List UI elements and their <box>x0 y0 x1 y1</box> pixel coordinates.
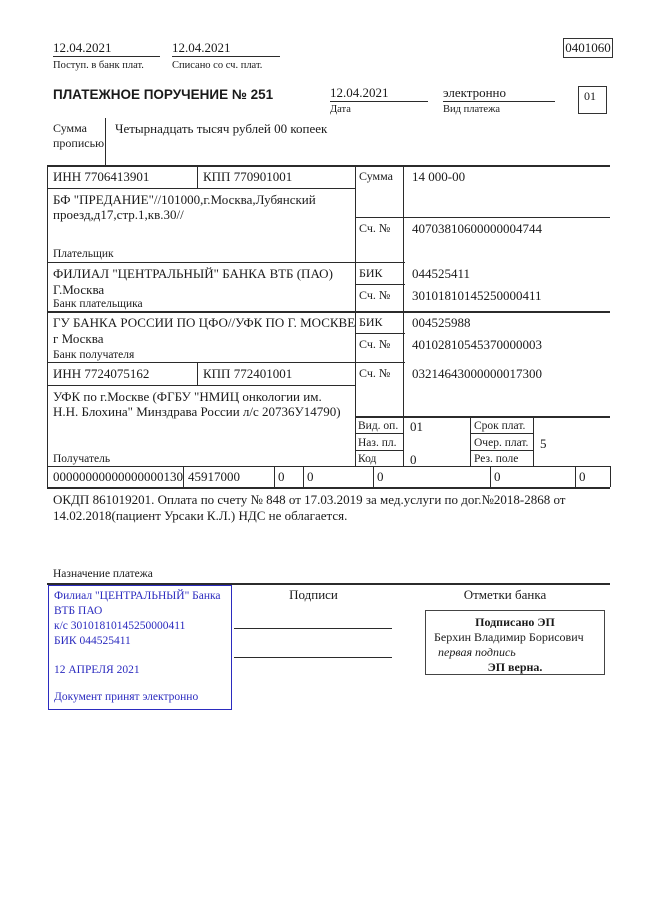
sum-row-border <box>355 217 610 218</box>
codes-divider-3 <box>303 466 304 487</box>
codes-row-top-border <box>47 466 610 467</box>
received-in-bank-label: Поступ. в банк плат. <box>53 60 144 71</box>
budget-code-7: 0 <box>579 469 586 484</box>
payer-bank-bik-label: БИК <box>359 266 383 280</box>
minitable-row1-border-left <box>355 433 403 434</box>
minitable-row2-border-left <box>355 450 403 451</box>
receiver-bank-section-label: Банк получателя <box>53 349 135 361</box>
stamp-bank-name-line1: Филиал "ЦЕНТРАЛЬНЫЙ" Банка <box>54 590 221 602</box>
signature-line-2 <box>234 657 392 658</box>
received-date-underline <box>53 56 160 57</box>
kod-value: 0 <box>410 452 417 467</box>
budget-code-oktmo: 45917000 <box>188 469 240 484</box>
electronic-signature-box <box>425 610 605 675</box>
payer-bank-bik-value: 044525411 <box>412 266 471 281</box>
signer-name: Берхин Владимир Борисович <box>434 630 584 644</box>
stamp-corr-account: к/с 30101810145250000411 <box>54 620 186 632</box>
receiver-bank-bik-label: БИК <box>359 315 383 329</box>
ocher-plat-label: Очер. плат. <box>474 437 529 449</box>
minitable-col-divider-1 <box>470 416 471 467</box>
stamp-date: 12 АПРЕЛЯ 2021 <box>54 664 140 676</box>
signatures-heading: Подписи <box>289 587 338 602</box>
codes-right-border <box>610 466 611 487</box>
bank-stamp <box>48 585 232 710</box>
date-underline <box>330 101 428 102</box>
payer-kpp: КПП 770901001 <box>203 169 293 184</box>
codes-divider-1 <box>183 466 184 487</box>
payer-innkpp-border <box>47 188 355 189</box>
signature-line-1 <box>234 628 392 629</box>
sum-label: Сумма <box>359 169 393 183</box>
budget-code-6: 0 <box>494 469 501 484</box>
minitable-row2-border-right <box>470 450 533 451</box>
receiver-bank-account-value: 40102810545370000003 <box>412 337 542 352</box>
receiverbank-bottom-border <box>47 362 405 363</box>
payer-bank-account-value: 30101810145250000411 <box>412 288 542 303</box>
receiver-kpp: КПП 772401001 <box>203 366 293 381</box>
payer-section-label: Плательщик <box>53 248 114 260</box>
payer-bank-account-label: Сч. № <box>359 288 391 302</box>
table-top-border <box>47 165 610 167</box>
budget-code-5: 0 <box>377 469 384 484</box>
receiver-innkpp-border <box>47 385 355 386</box>
codes-divider-4 <box>373 466 374 487</box>
vid-op-label: Вид. оп. <box>358 420 399 432</box>
payer-bank-section-label: Банк плательщика <box>53 298 143 310</box>
kod-label: Код <box>358 453 377 465</box>
stamp-bik: БИК 044525411 <box>54 635 131 647</box>
payer-bank-name: ФИЛИАЛ "ЦЕНТРАЛЬНЫЙ" БАНКА ВТБ (ПАО) <box>53 266 333 281</box>
payerbank-bottom-border <box>47 311 610 313</box>
signed-ep-title: Подписано ЭП <box>475 615 555 629</box>
stamp-accepted-text: Документ принят электронно <box>54 691 199 703</box>
document-title: ПЛАТЕЖНОЕ ПОРУЧЕНИЕ № 251 <box>53 87 274 102</box>
amount-words-divider <box>105 118 106 165</box>
sum-value: 14 000-00 <box>412 169 466 184</box>
stamp-bank-name-line2: ВТБ ПАО <box>54 605 103 617</box>
codes-row-bottom-border <box>47 487 610 489</box>
payer-account-value: 40703810600000004744 <box>412 221 542 236</box>
bank-marks-heading: Отметки банка <box>463 587 547 602</box>
payerbank-bik-border <box>355 284 405 285</box>
codes-divider-2 <box>274 466 275 487</box>
minitable-col-divider-2 <box>533 416 534 467</box>
amount-words-label-1: Сумма <box>53 121 87 135</box>
payment-purpose-text: ОКДП 861019201. Оплата по счету № 848 от 17.03.2019 за мед.услуги по дог.№2018-2868 от 14.02.2018(пациент Урсаки К.Л.) НДС не облагается. <box>53 492 566 523</box>
payer-name: БФ "ПРЕДАНИЕ"//101000,г.Москва,Лубянский проезд,д17,стр.1,кв.30// <box>53 192 316 222</box>
debited-date: 12.04.2021 <box>172 40 231 55</box>
budget-code-3: 0 <box>278 469 285 484</box>
debited-label: Списано со сч. плат. <box>172 60 263 71</box>
codes-divider-6 <box>575 466 576 487</box>
receiver-inn: ИНН 7724075162 <box>53 366 150 381</box>
ep-verified-text: ЭП верна. <box>487 660 543 674</box>
receiver-name: УФК по г.Москве (ФГБУ "НМИЦ онкологии им. Н.Н. Блохина" Минздрава России л/с 20736У14790) <box>53 389 341 419</box>
amount-words-label-2: прописью <box>53 136 105 150</box>
receiver-bank-name: ГУ БАНКА РОССИИ ПО ЦФО//УФК ПО Г. МОСКВЕ <box>53 315 356 330</box>
payer-bottom-border <box>47 262 405 263</box>
receiver-innkpp-divider <box>197 362 198 385</box>
vid-op-value: 01 <box>410 419 423 434</box>
receiver-bank-account-label: Сч. № <box>359 337 391 351</box>
codes-divider-5 <box>490 466 491 487</box>
receiver-account-label: Сч. № <box>359 366 391 380</box>
receiver-section-label: Получатель <box>53 453 111 465</box>
payer-bank-city: Г.Москва <box>53 282 105 297</box>
document-date: 12.04.2021 <box>330 85 389 100</box>
payer-inn: ИНН 7706413901 <box>53 169 150 184</box>
form-code-box: 0401060 <box>563 38 613 58</box>
receiver-bank-bik-value: 004525988 <box>412 315 471 330</box>
payment-kind-underline <box>443 101 555 102</box>
payment-kind-label: Вид платежа <box>443 104 501 115</box>
rez-pole-label: Рез. поле <box>474 453 519 465</box>
payer-account-label: Сч. № <box>359 221 391 235</box>
stamp-spacer <box>54 649 226 663</box>
amount-in-words: Четырнадцать тысяч рублей 00 копеек <box>115 121 328 136</box>
budget-code-4: 0 <box>307 469 314 484</box>
receiver-bank-city: г Москва <box>53 331 104 346</box>
receiver-account-value: 03214643000000017300 <box>412 366 542 381</box>
minitable-row1-border-right <box>470 433 533 434</box>
table-left-border <box>47 165 48 488</box>
naz-pl-label: Наз. пл. <box>358 437 397 449</box>
payment-purpose-label: Назначение платежа <box>53 568 153 580</box>
payment-kind-value: электронно <box>443 85 507 100</box>
payer-innkpp-divider <box>197 165 198 188</box>
budget-code-kbk: 00000000000000000130 <box>53 469 183 484</box>
signature-kind: первая подпись <box>438 645 516 659</box>
debited-date-underline <box>172 56 280 57</box>
ocher-plat-value: 5 <box>540 436 547 451</box>
date-label: Дата <box>330 104 351 115</box>
received-in-bank-date: 12.04.2021 <box>53 40 112 55</box>
payment-kind-code-box: 01 <box>578 86 607 114</box>
receiverbank-bik-border <box>355 333 405 334</box>
srok-plat-label: Срок плат. <box>474 420 526 432</box>
value-column-divider <box>403 165 404 467</box>
minitable-top-border <box>355 416 610 418</box>
